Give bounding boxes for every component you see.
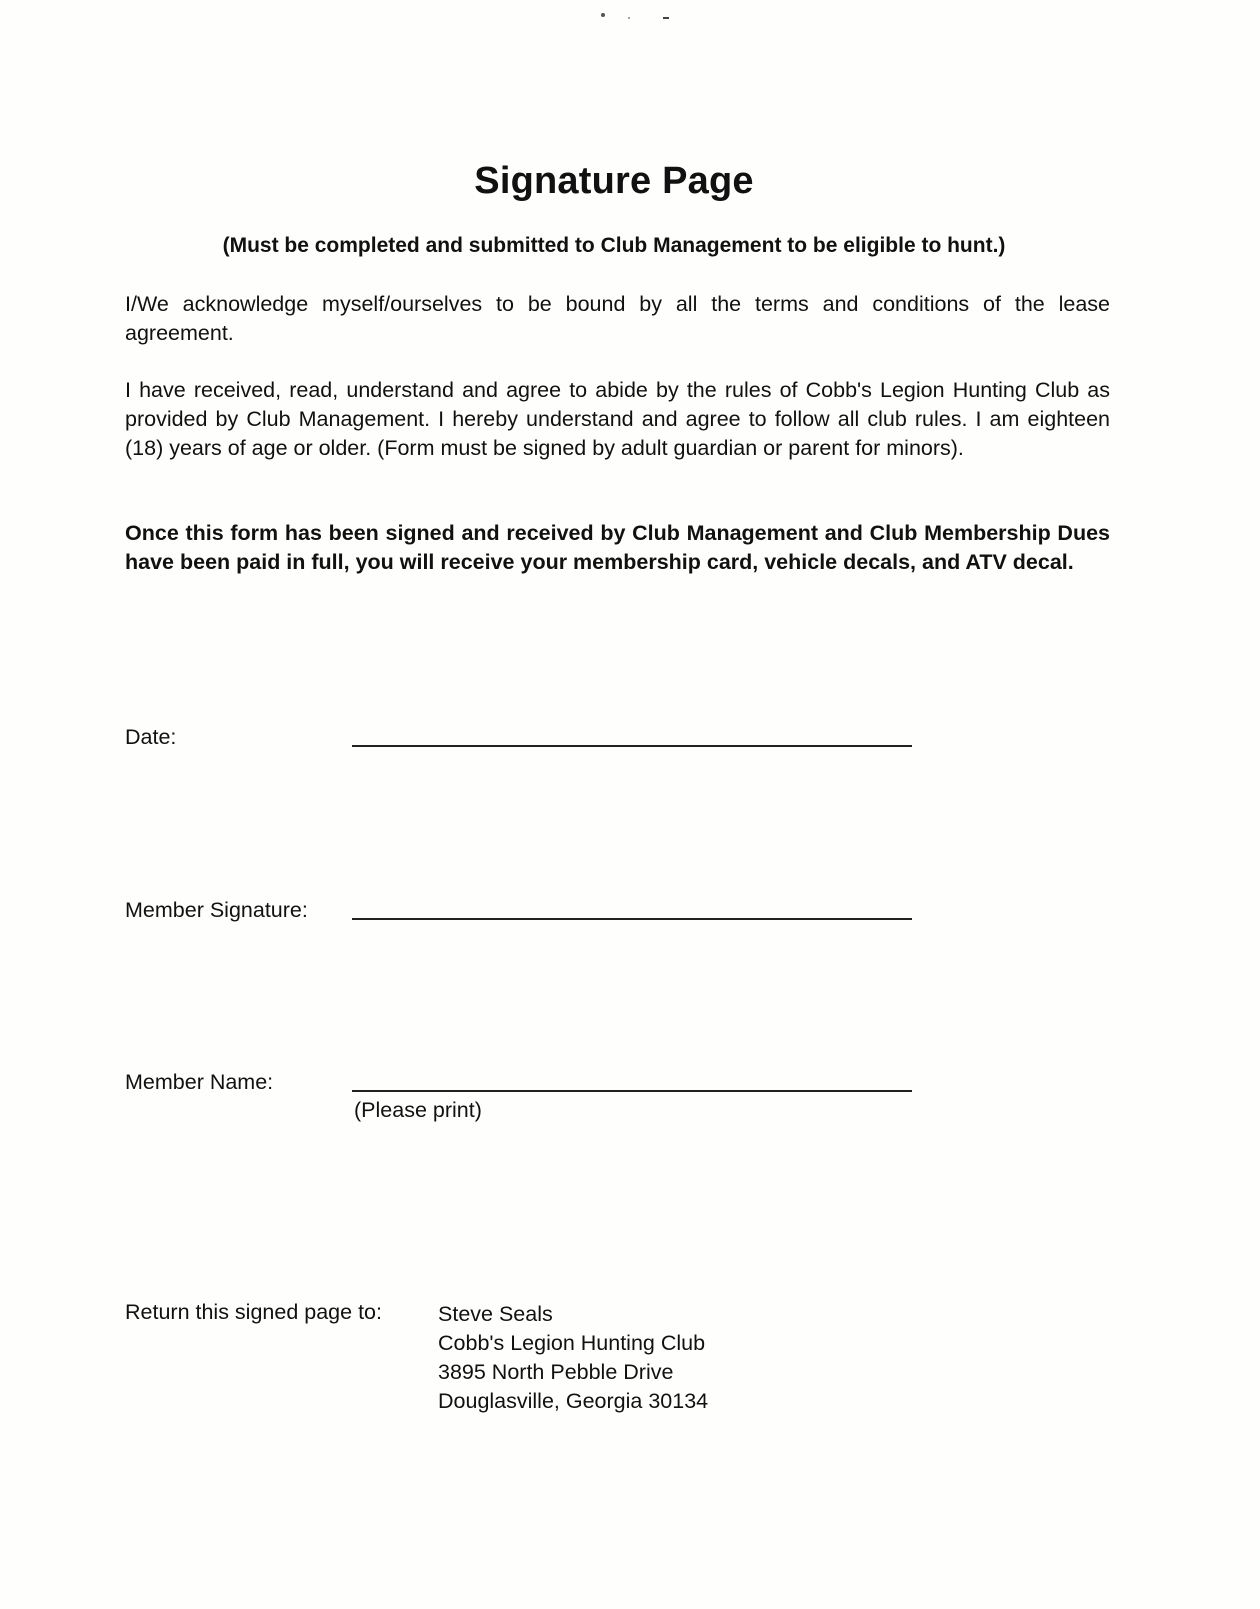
- date-field-line[interactable]: [352, 745, 912, 747]
- return-organization: Cobb's Legion Hunting Club: [438, 1331, 706, 1355]
- please-print-hint: (Please print): [354, 1098, 482, 1122]
- rules-paragraph: I have received, read, understand and agree to abide by the rules of Cobb's Legion Hunting Club as provided by Club Management. I hereby understand and agree to follow all club rules. I am eighteen (18) years of age or older. (Form must be signed by adult guardian or parent for minors).: [125, 378, 1110, 460]
- date-label: Date:: [125, 725, 177, 749]
- page-subtitle: (Must be completed and submitted to Club Management to be eligible to hunt.): [222, 234, 1006, 257]
- acknowledgement-paragraph: I/We acknowledge myself/ourselves to be bound by all the terms and conditions of the lease agreement.: [125, 292, 1110, 345]
- scan-specks-decoration: [600, 10, 690, 24]
- member-signature-line[interactable]: [352, 918, 912, 920]
- return-city: Douglasville, Georgia 30134: [438, 1389, 709, 1413]
- return-name: Steve Seals: [438, 1302, 553, 1326]
- page-title: Signature Page: [474, 160, 754, 202]
- member-signature-label: Member Signature:: [125, 898, 308, 922]
- return-address: [438, 1300, 708, 1416]
- member-name-label: Member Name:: [125, 1070, 274, 1094]
- membership-notice-paragraph: Once this form has been signed and received by Club Management and Club Membership Dues have been paid in full, you will receive your membership card, vehicle decals, and ATV decal.: [125, 521, 1110, 574]
- member-name-line[interactable]: [352, 1090, 912, 1092]
- return-street: 3895 North Pebble Drive: [438, 1360, 674, 1384]
- return-label: Return this signed page to:: [125, 1300, 382, 1324]
